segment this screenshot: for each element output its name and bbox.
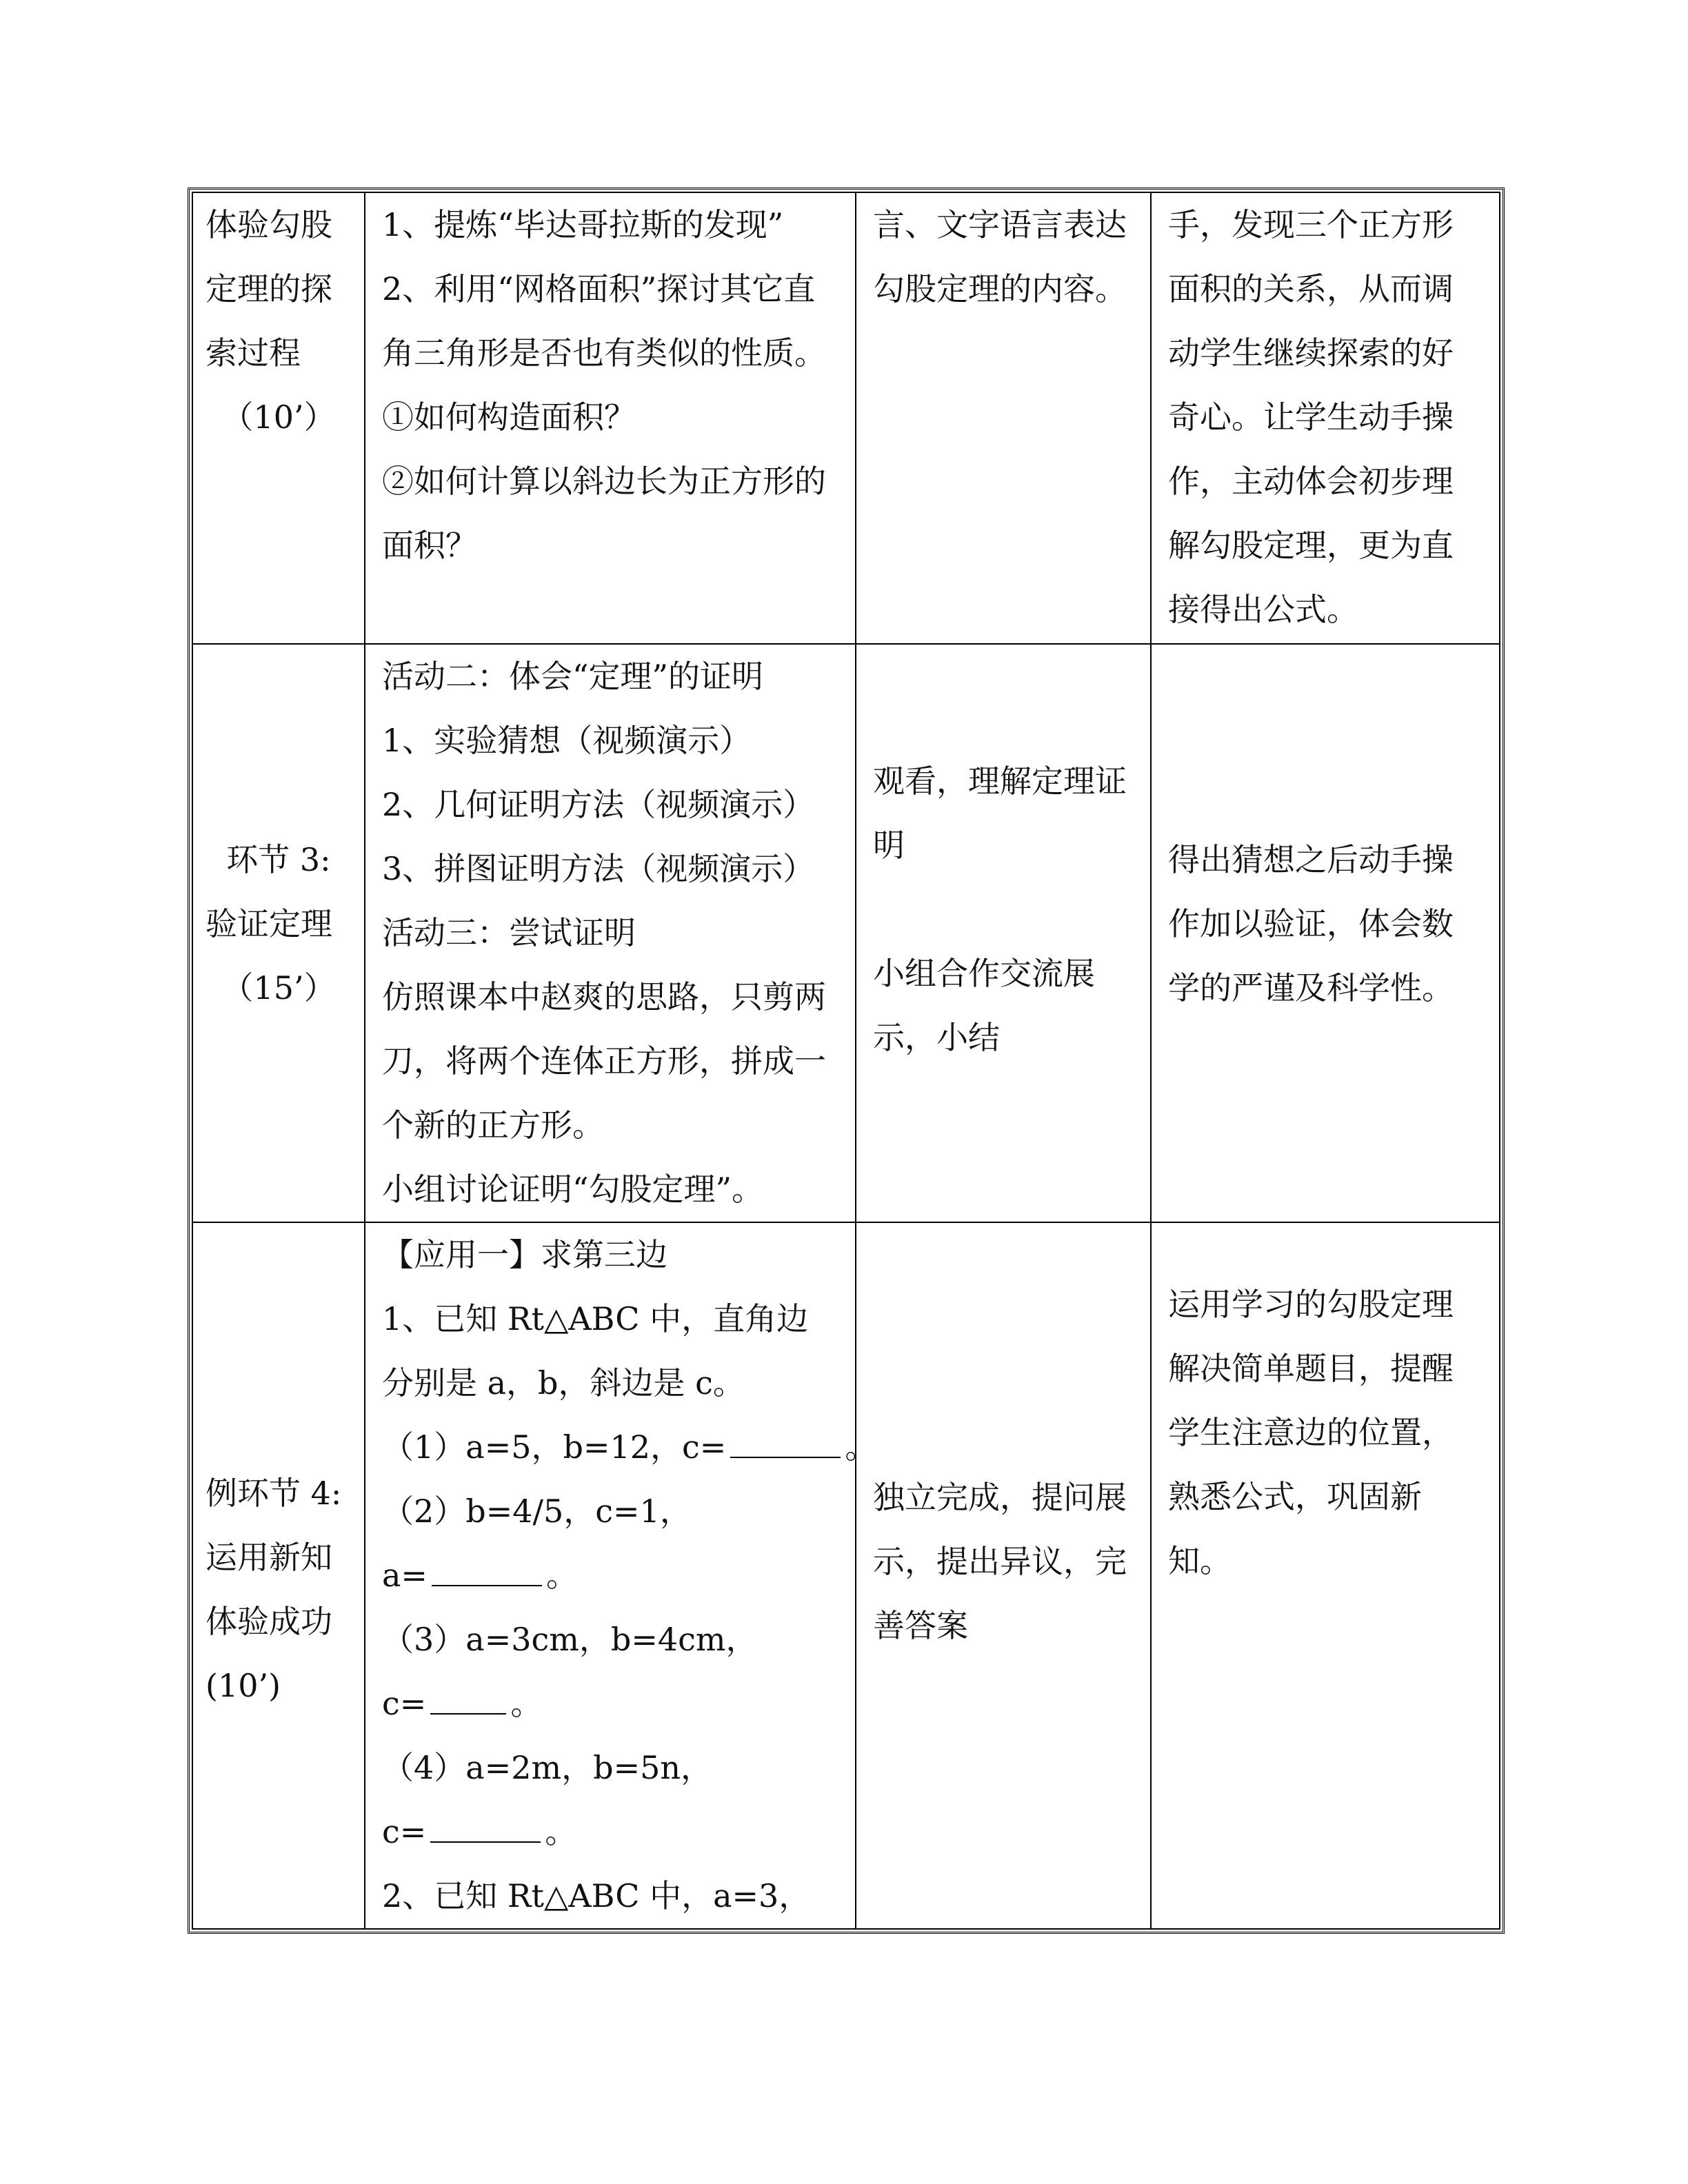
stage-line: 例环节 4: [205,1475,342,1512]
answer-blank [430,1811,541,1843]
part-2-answer [382,1544,838,1608]
student-text: 小组合作交流展示，小结 [873,955,1095,1056]
teacher-activity-cell [365,644,856,1222]
stage-line: 体验勾股 [205,206,332,243]
teacher-line: 3、拼图证明方法（视频演示） [382,850,815,887]
design-text: 手，发现三个正方形面积的关系，从而调动学生继续探索的好奇心。让学生动手操作，主动体会初步理解勾股定理，更为直接得出公式。 [1168,206,1454,628]
teacher-line: ①如何构造面积？ [382,398,636,436]
period: 。 [545,1557,578,1594]
teacher-line: 仿照课本中赵爽的思路，只剪两刀，将两个连体正方形，拼成一个新的正方形。 [382,978,826,1144]
teacher-line: 1、提炼“毕达哥拉斯的发现” [382,206,784,243]
student-activity-cell [856,1222,1151,1929]
part-3-label: c= [382,1685,427,1722]
part-1 [382,1415,877,1479]
teacher-line: 活动二：体会“定理”的证明 [382,658,764,695]
teacher-line: 2、利用“网格面积”探讨其它直角三角形是否也有类似的性质。 [382,270,826,372]
teacher-line: 1、实验猜想（视频演示） [382,722,752,759]
stage-time: (10’) [205,1667,281,1704]
stage-cell [192,192,365,644]
student-activity-cell [856,192,1151,644]
teacher-line: ②如何计算以斜边长为正方形的面积？ [382,463,826,564]
design-text: 运用学习的勾股定理解决简单题目，提醒学生注意边的位置，熟悉公式，巩固新知。 [1168,1286,1454,1579]
question-1: 1、已知 Rt△ABC 中，直角边分别是 a，b，斜边是 c。 [382,1300,809,1402]
application-heading: 【应用一】求第三边 [382,1236,667,1273]
design-text: 得出猜想之后动手操作加以验证，体会数学的严谨及科学性。 [1168,841,1454,1007]
question-2: 2、已知 Rt△ABC 中，a=3， [382,1877,811,1914]
part-3-text: （3）a=3cm，b=4cm， [382,1621,758,1658]
teacher-activity-cell [365,1222,877,1929]
part-3-answer [382,1672,838,1736]
answer-blank [730,1426,841,1458]
part-2-text: （2）b=4/5，c=1， [382,1493,692,1530]
part-1-text: （1）a=5，b=12，c= [382,1428,727,1466]
table-row [192,644,1500,1222]
part-4-label: c= [382,1813,427,1850]
student-text: 独立完成，提问展示，提出异议，完善答案 [873,1479,1127,1644]
period: 。 [510,1685,543,1722]
answer-blank [432,1555,542,1586]
design-intent-cell [1151,644,1500,1222]
stage-line: 验证定理 [205,905,332,942]
part-2-label: a= [382,1557,428,1594]
answer-blank [430,1683,506,1715]
stage-line: 环节 3: [226,841,331,878]
table-row [192,192,1500,644]
part-4-answer [382,1800,838,1864]
student-text: 观看，理解定理证明 [873,762,1127,864]
table-row [192,1222,1500,1929]
stage-line: 体验成功 [205,1603,332,1640]
student-text: 言、文字语言表达勾股定理的内容。 [873,206,1127,307]
stage-cell [192,1222,365,1929]
period: 。 [545,1813,577,1850]
teacher-line: 活动三：尝试证明 [382,914,636,951]
stage-line: 定理的探 [205,270,332,307]
teacher-line: 小组讨论证明“勾股定理”。 [382,1171,764,1208]
part-4-text: （4）a=2m，b=5n， [382,1749,713,1786]
stage-line: 运用新知 [205,1539,332,1576]
design-intent-cell [1151,1222,1500,1929]
stage-time: （10’） [221,398,336,436]
period: 。 [845,1428,877,1466]
stage-line: 索过程 [205,334,301,372]
teacher-activity-cell [365,192,856,644]
stage-time: （15’） [221,969,336,1007]
lesson-plan-table [192,192,1500,1930]
design-intent-cell [1151,192,1500,644]
student-activity-cell [856,644,1151,1222]
stage-cell [192,644,365,1222]
teacher-line: 2、几何证明方法（视频演示） [382,786,815,823]
